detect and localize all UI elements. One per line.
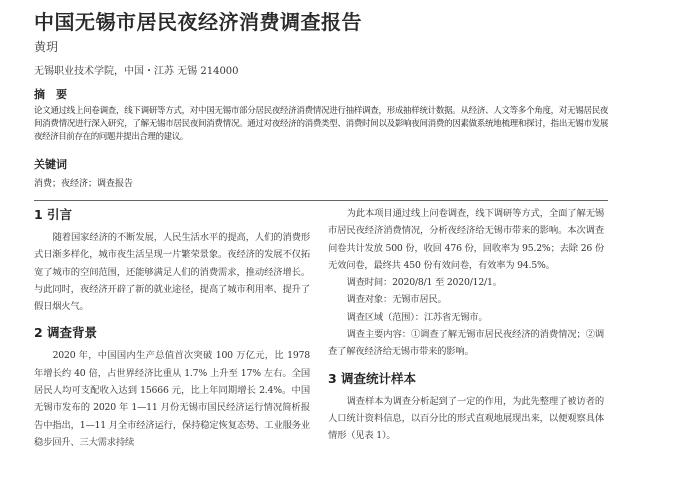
section-1-heading: 1 引言	[34, 207, 73, 222]
author-name: 黄玥	[34, 40, 59, 54]
section-2-paragraph: 2020 年，中国国内生产总值首次突破 100 万亿元，比 1978 年增长约 40 倍，占世界经济比重从 1.7% 上升至 17% 左右。全国居民人均可支配收入达到 15666 元，比上年同期增长 2.4%。中国无锡市发布的 2020 年 1—11 月份无锡市国民经济运行情况简析报告中指出，1—11 月全市经济运行，保持稳定恢复态势、工业服务业稳步回升、三大需求持续	[34, 350, 310, 448]
author-affiliation: 无锡职业技术学院，中国・江苏 无锡 214000	[34, 66, 239, 77]
survey-target: 调查对象：无锡市居民。	[346, 294, 447, 306]
abstract-heading: 摘 要	[34, 88, 67, 101]
paper-title: 中国无锡市居民夜经济消费调查报告	[34, 10, 362, 34]
right-column	[328, 201, 604, 445]
keywords-heading: 关键词	[34, 158, 67, 171]
section-3-paragraph: 调查样本为调查分析起到了一定的作用，为此先整理了被访者的人口统计资料信息，以百分比的形式直观地展现出来，以便观察具体情形（见表 1）。	[328, 395, 604, 442]
section-2-heading: 2 调查背景	[34, 325, 98, 341]
abstract-text: 论文通过线上问卷调查，线下调研等方式，对中国无锡市部分居民夜经济消费情况进行抽样调查，形成抽样统计数据。从经济、人文等多个角度，对无锡居民夜间消费情况进行深入研究，了解无锡市居民夜间消费情况。通过对夜经济的消费类型、消费时间以及影响夜间消费的因素做系统地梳理和探讨，指出无锡市发展夜经济目前存在的问题并提出合理的建议。	[34, 106, 608, 142]
section-1-paragraph: 随着国家经济的不断发展，人民生活水平的提高，人们的消费形式日渐多样化，城市夜生活呈现一片繁荣景象。夜经济的发展不仅拓宽了城市的空间范围，还能够满足人们的消费需求，推动经济增长。与此同时，夜经济开辟了新的就业途径，提高了城市利用率、提升了假日烟火气。	[34, 232, 310, 313]
survey-time: 调查时间：2020/8/1 至 2020/12/1。	[346, 277, 502, 289]
left-column	[34, 201, 310, 451]
survey-intro-paragraph: 为此本项目通过线上问卷调查，线下调研等方式，全面了解无锡市居民夜经济消费情况，分析夜经济给无锡市带来的影响。本次调查问卷共计发放 500 份，收回 476 份，回收率为 95.2%；去除 26 份无效问卷，最终共 450 份有效问卷，有效率为 94.5%。	[328, 208, 604, 271]
survey-region: 调查区域（范围）：江苏省无锡市。	[346, 311, 488, 323]
section-3-heading: 3 调查统计样本	[328, 370, 417, 386]
keywords-text: 消费；夜经济；调查报告	[34, 179, 134, 189]
survey-content: 调查主要内容：①调查了解无锡市居民夜经济的消费情况；②调查了解夜经济给无锡市带来的影响。	[328, 329, 604, 358]
